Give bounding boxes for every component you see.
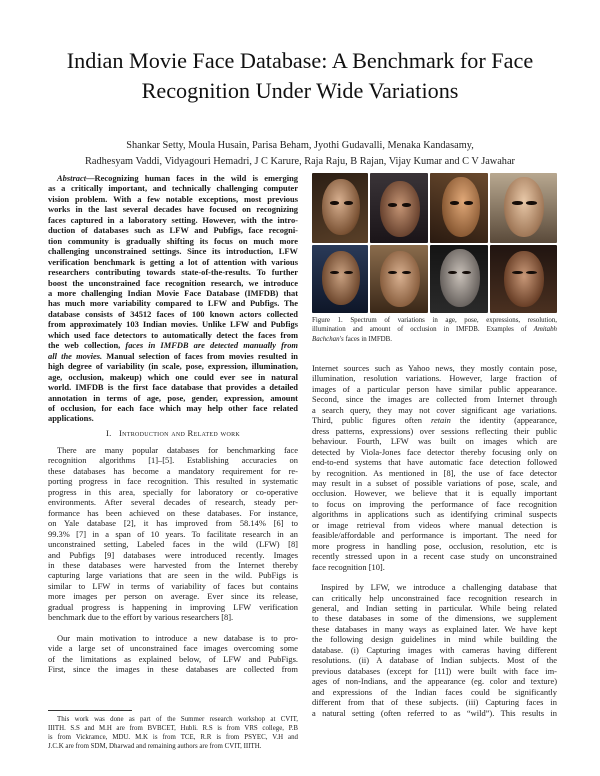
body-line: more progress in handling pose, occlusion, resolution, etc is <box>312 540 557 551</box>
body-line: end-to-end systems that have automatic face detection followed <box>312 457 557 468</box>
body-line: similar to LFW in terms of variability of faces but contains <box>48 580 298 591</box>
footnote-line: is from Vickramce, MDU. M.K is from TCE, R.R is from PSYEC, V.H and <box>48 734 298 742</box>
face-image <box>430 245 488 313</box>
abstract-line: tion community is gradually shifting its focus on much more <box>48 235 298 246</box>
body-line: more images per person on average. Ever since its release, <box>48 591 298 602</box>
body-line: these databases has become a mandatory requirement for re- <box>48 465 298 476</box>
body-line: algorithms in applications such as identifying criminal suspects <box>312 509 557 520</box>
abstract-line <box>48 173 298 183</box>
body-line: a natural setting (often referred to as “wild”). This results in <box>312 707 557 718</box>
body-line: the following design guidelines in mind while building the <box>312 634 557 645</box>
body-line: to these databases in some of the dimensions, we supplement <box>312 613 557 624</box>
footnote-line: J.C.K are from SDM, Dharwad and remaining authors are from CVIT, IIITH. <box>48 743 262 751</box>
body-line: illumination, resolution variations. However, large fraction of <box>312 373 557 384</box>
caption-italic: Amitabh <box>533 326 557 334</box>
abstract-line: works in the last several decades have focused on recognizing <box>48 204 298 215</box>
body-line: detected by Viola-Jones face detector thereby focusing only on <box>312 446 557 457</box>
abstract-line: applications. <box>48 413 94 424</box>
footnote-divider <box>48 710 132 711</box>
body-line: Inspired by LFW, we introduce a challenging database that <box>321 582 557 593</box>
paper-title <box>20 46 580 106</box>
body-line <box>312 415 557 425</box>
abstract-line: duction of databases such as LFW and Pubfigs, face recogni- <box>48 225 298 236</box>
authors-line-2: Radhesyam Vaddi, Vidyagouri Hemadri, J C Karure, Raja Raju, B Rajan, Vijay Kumar and C V Jawahar <box>85 156 515 167</box>
abstract-line: a more challenging Indian Movie Face Database (IMFDB) that <box>48 287 298 298</box>
abstract-line: from approximately 103 Indian movies. Unlike LFW and Pubfigs <box>48 319 298 330</box>
abstract-line <box>48 351 298 361</box>
body-line: general, and Indian setting in particular. While being related <box>312 602 557 613</box>
abstract-line: of occlusion, for each face which may help other face related <box>48 402 298 413</box>
abstract-line: age, occlusion, makeup) which one could ever see in natural <box>48 371 298 382</box>
abstract-line: database consists of 34512 faces of 100 known actors collected <box>48 308 298 319</box>
abstract-line: faces captured in a laboratory setting. However, with the intro- <box>48 214 298 225</box>
abstract-line: as a critically important, and technically challenging computer <box>48 183 298 194</box>
body-line: and expressions of the Indian faces could be significantly <box>312 686 557 697</box>
abstract-line: challenging unconstrained settings. Since its introduction, LFW <box>48 246 298 257</box>
face-image <box>490 173 557 243</box>
caption-text: faces in IMFDB. <box>343 335 392 343</box>
body-line: Second, since the images are collected from Internet through <box>312 394 557 405</box>
author-list <box>20 138 580 170</box>
body-italic: retain <box>431 415 451 426</box>
figure-face-collage <box>312 173 557 313</box>
abstract-line: annotation in terms of age, pose, gender, expression, amount <box>48 392 298 403</box>
face-image <box>312 173 368 243</box>
body-line: these databases in many ways as explained later. We have kept <box>312 623 557 634</box>
abstract-line: world. IMFDB is the first face database that provides a detailed <box>48 382 298 393</box>
body-line: feasible/affordable and performance is important. The need for <box>312 530 557 541</box>
abstract-line: verification benchmark is getting a lot of attention with various <box>48 256 298 267</box>
section-title: Introduction and Related work <box>118 428 241 438</box>
body-line: a search query, they may not cover significant age variations. <box>312 404 557 415</box>
body-line: by recognition. As mentioned in [8], the use of face detector <box>312 467 557 478</box>
caption-italic: Bachchan's <box>312 335 344 343</box>
body-line: recently stressed upon in a recent case study on unconstrained <box>312 551 557 562</box>
body-line: There are many popular databases for benchmarking face <box>57 445 298 455</box>
right-column <box>312 363 557 718</box>
body-line: and Pubfigs [9] databases were introduced recently. Images <box>48 549 298 560</box>
intro-paragraph-2 <box>48 633 298 675</box>
body-line: dress patterns, expressions) over sessions reflecting their public <box>312 425 557 436</box>
body-line: unconstrained setting, Labeled faces in the wild (LFW) [8] <box>48 539 298 550</box>
body-line: or image retrieval from videos where manual detection is <box>312 519 557 530</box>
body-line: gradual progress is happening in improving LFW verification <box>48 601 298 612</box>
abstract-text: Manual selection of faces from movies resulted in <box>102 350 298 361</box>
caption-line <box>312 335 557 344</box>
body-line: can critically help unconstrained face recognition research in <box>312 592 557 603</box>
abstract-line: which used face detectors to automatically detect the faces from <box>48 329 298 340</box>
face-image <box>370 245 428 313</box>
body-line: 99.3% [7] in a span of 10 years. To facilitate research in an <box>48 528 298 539</box>
caption-text: illumination and amount of occlusion in IMFDB. Examples of <box>312 326 534 334</box>
abstract <box>48 173 298 424</box>
caption-line: Figure 1. Spectrum of variations in age, pose, expressions, resolution, <box>312 317 557 324</box>
intro-paragraph-4 <box>312 582 557 718</box>
footnote-line: This work was done as part of the Summer research workshop at CVIT, <box>57 716 298 723</box>
body-line: previous databases (except for [11]) were built with face im- <box>312 665 557 676</box>
body-line: capturing large variations that are seen in the wild. PubFigs is <box>48 570 298 581</box>
body-text: the identity (appearance, <box>450 415 557 426</box>
body-line: recognition algorithms [1]–[5]. Establishing accuracies on <box>48 455 298 466</box>
footnote-line: IIITH. S.S and M.H are from BVBCET, Hubli. R.S is from VRS college, P.B <box>48 725 298 733</box>
body-line: may result in a subset of possible variations of pose, scale, and <box>312 477 557 488</box>
abstract-line <box>48 340 298 350</box>
body-line: First, since the images in these databases are collected from <box>48 664 298 675</box>
abstract-line: has much more variability compared to LFW and Pubfigs. The <box>48 298 298 309</box>
left-column <box>48 173 298 424</box>
section-heading <box>48 428 298 438</box>
face-image <box>312 245 368 313</box>
intro-paragraph-1 <box>48 445 298 623</box>
body-line: resolutions. (ii) A database of Indian subjects. Most of the <box>312 655 557 666</box>
abstract-italic-text: all the movies. <box>48 350 103 361</box>
face-image <box>490 245 557 313</box>
title-line-2: Recognition Under Wide Variations <box>141 78 459 103</box>
intro-body-left <box>48 445 298 675</box>
abstract-line: high degree of variability (in scale, pose, expression, illumination, <box>48 361 298 372</box>
body-line: ages of non-Indians, and the appearance (eg. color and texture) <box>312 676 557 687</box>
body-line: vide a large set of unconstrained face images overcoming some <box>48 643 298 654</box>
section-number: I. <box>105 428 112 438</box>
abstract-label: Abstract <box>57 173 87 183</box>
title-line-1: Indian Movie Face Database: A Benchmark for Face <box>66 48 534 73</box>
abstract-line: boost the unconstrained face recognition research, we introduce <box>48 277 298 288</box>
body-line: formance has been achieved on these databases. For instance, <box>48 507 298 518</box>
body-line: in these databases were harvested from the Internet thereby <box>48 559 298 570</box>
body-line: different from that of these subjects. (iii) Capturing faces in <box>312 697 557 708</box>
abstract-line: researchers contributing towards state-of-the-results. To further <box>48 267 298 278</box>
abstract-text: Recognizing human faces in the wild is emerging <box>94 173 298 183</box>
body-line: Internet sources such as Yahoo news, they mostly contain pose, <box>312 363 557 373</box>
abstract-text: the web collection, <box>48 340 126 351</box>
caption-line <box>312 325 557 334</box>
body-text: Third, public figures often <box>312 415 431 426</box>
body-line: behaviour. Fourth, LFW was built on images which are <box>312 436 557 447</box>
body-line: Our main motivation to introduce a new database is to pro- <box>57 632 298 643</box>
body-line: of the limitations as explained below, of LFW and PubFigs. <box>48 653 298 664</box>
figure-caption <box>312 316 557 344</box>
abstract-italic-text: faces in IMFDB are detected manually from <box>125 340 298 351</box>
body-line: occlusion. However, we believe that it is equally important <box>312 488 557 499</box>
abstract-line: vision problem. With a few notable exceptions, most previous <box>48 193 298 204</box>
authors-line-1: Shankar Setty, Moula Husain, Parisa Beham, Jyothi Gudavalli, Menaka Kandasamy, <box>126 140 474 151</box>
body-line: environments. After several decades of research, steady per- <box>48 497 298 508</box>
body-line: on Yale database [2], it has improved from 58.14% [6] to <box>48 518 298 529</box>
body-line: images of a particular person have similar public appearance. <box>312 383 557 394</box>
footnote <box>48 715 298 751</box>
body-line: porting progress in face recognition. This resulted in systematic <box>48 476 298 487</box>
body-line: to focus on improving the performance of face recognition <box>312 498 557 509</box>
abstract-dash: — <box>86 173 95 183</box>
body-line: benchmark due to the effort by various researchers [8]. <box>48 612 234 623</box>
body-line: progress in this area, specially for laboratory or co-operative <box>48 486 298 497</box>
body-line: database. (i) Capturing images with cameras having different <box>312 644 557 655</box>
face-image <box>370 173 428 243</box>
face-image <box>430 173 488 243</box>
intro-paragraph-3 <box>312 363 557 572</box>
body-line: face recognition [10]. <box>312 561 385 572</box>
